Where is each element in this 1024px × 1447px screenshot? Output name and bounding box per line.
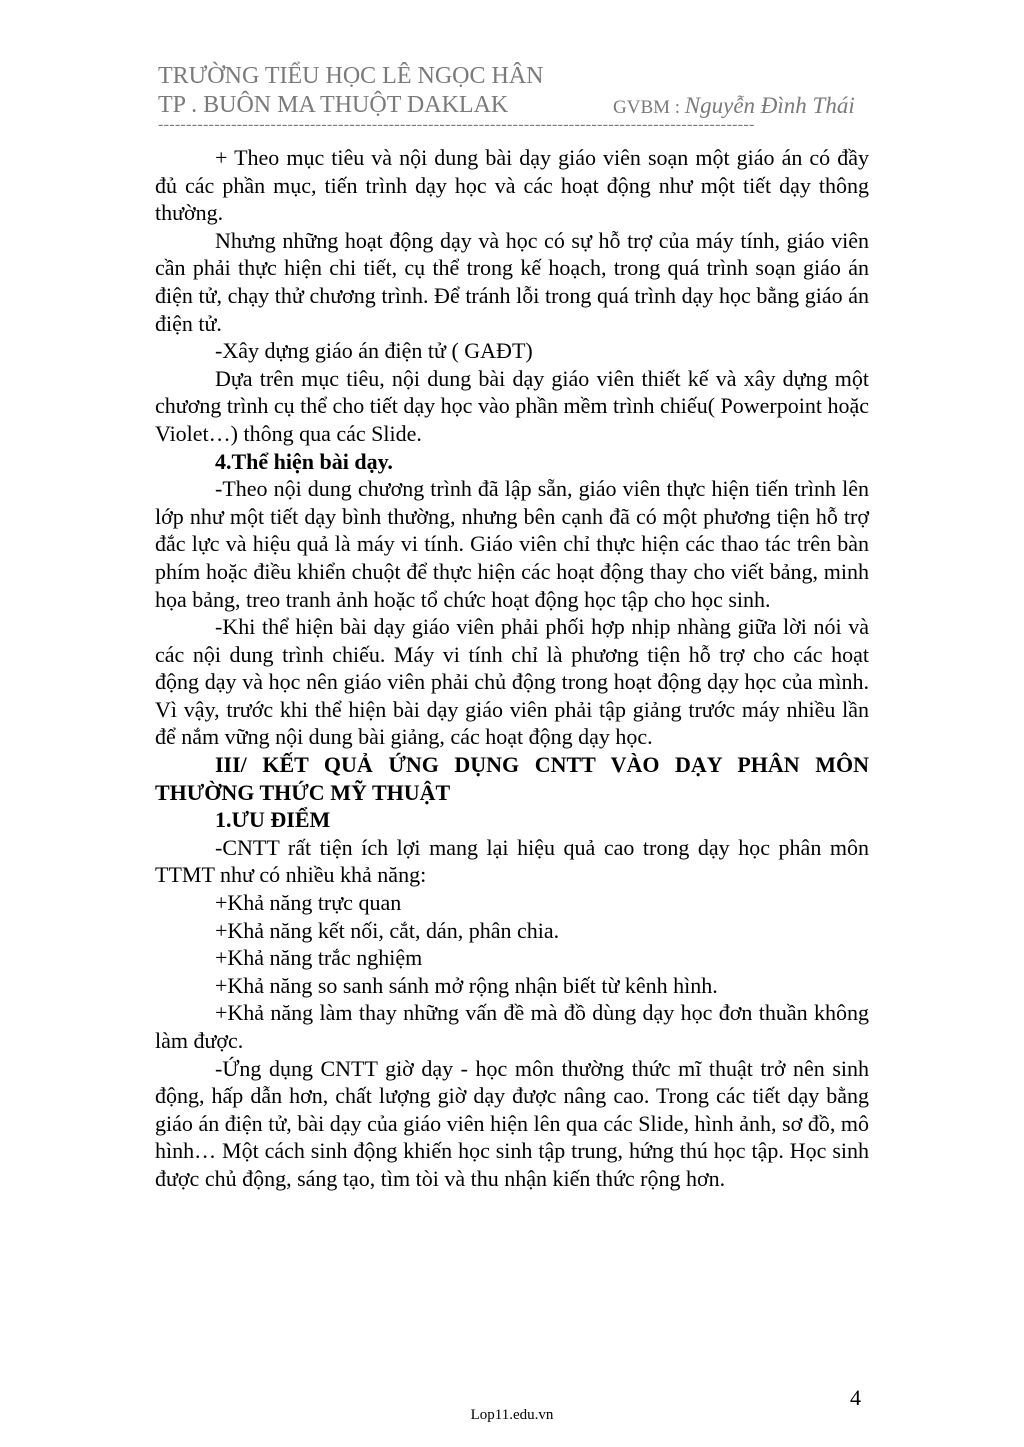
teacher-label: GVBM : bbox=[613, 97, 681, 118]
city-text: TP . BUÔN MA THUỘT DAKLAK bbox=[158, 92, 509, 118]
list-item: +Khả năng trực quan bbox=[215, 890, 402, 916]
paragraph: + Theo mục tiêu và nội dung bài dạy giáo viên soạn một giáo án có đầy đủ các phần mục, tiến trình dạy học và các hoạt động như một tiết dạy thông thường. bbox=[155, 145, 869, 226]
section-heading bbox=[155, 751, 869, 806]
heading-text: III/ KẾT QUẢ ỨNG DỤNG CNTT VÀO DẠY PHÂN MÔN THƯỜNG THỨC MỸ THUẬT bbox=[155, 752, 869, 805]
paragraph: -Xây dựng giáo án điện tử ( GAĐT) bbox=[215, 338, 533, 364]
paragraph: -Khi thể hiện bài dạy giáo viên phải phối hợp nhịp nhàng giữa lời nói và các nội dung trình chiếu. Máy vi tính chỉ là phương tiện hỗ trợ cho các hoạt động dạy và học nên giáo viên phải chủ động trong hoạt động dạy học của mình. Vì vậy, trước khi thể hiện bài dạy giáo viên phải tập giảng trước máy nhiều lần để nắm vững nội dung bài giảng, các hoạt động dạy học. bbox=[155, 614, 869, 750]
school-name: TRƯỜNG TIỂU HỌC LÊ NGỌC HÂN bbox=[158, 63, 544, 89]
list-item: +Khả năng làm thay những vấn đề mà đồ dùng dạy học đơn thuần không làm được. bbox=[155, 1000, 869, 1053]
subsection-heading bbox=[155, 806, 869, 834]
paragraph: Nhưng những hoạt động dạy và học có sự hỗ trợ của máy tính, giáo viên cần phải thực hiện chi tiết, cụ thể trong kế hoạch, trong quá trình soạn giáo án điện tử, chạy thử chương trình. Để tránh lỗi trong quá trình dạy học bằng giáo án điện tử. bbox=[155, 227, 869, 336]
list-item: +Khả năng so sanh sánh mở rộng nhận biết từ kênh hình. bbox=[215, 972, 718, 998]
list-item: +Khả năng kết nối, cắt, dán, phân chia. bbox=[215, 917, 560, 943]
page-number: 4 bbox=[850, 1385, 861, 1410]
paragraph: -Theo nội dung chương trình đã lập sẵn, giáo viên thực hiện tiến trình lên lớp như một tiết dạy bình thường, nhưng bên cạnh đã có một phương tiện hỗ trợ đắc lực và hiệu quả là máy vi tính. Giáo viên chỉ thực hiện các thao tác trên bàn phím hoặc điều khiển chuột để thực hiện các hoạt động thay cho viết bảng, minh họa bảng, treo tranh ảnh hoặc tổ chức hoạt động học tập cho học sinh. bbox=[155, 476, 869, 612]
list-item: +Khả năng trắc nghiệm bbox=[215, 945, 423, 971]
paragraph: -CNTT rất tiện ích lợi mang lại hiệu quả cao trong dạy học phân môn TTMT như có nhiều khả năng: bbox=[155, 834, 869, 888]
section-heading bbox=[155, 448, 869, 476]
header-divider: ---------------------------------------------------------------------------------------------------------- bbox=[158, 118, 755, 132]
document-body bbox=[155, 144, 869, 1193]
teacher-name: Nguyễn Đình Thái bbox=[684, 93, 855, 118]
school-location bbox=[158, 91, 870, 120]
heading-text: 4.Thể hiện bài dạy. bbox=[215, 448, 393, 474]
heading-text: 1.ƯU ĐIỂM bbox=[215, 807, 331, 833]
paragraph: -Ứng dụng CNTT giờ dạy - học môn thường thức mĩ thuật trở nên sinh động, hấp dẫn hơn, chất lượng giờ dạy được nâng cao. Trong các tiết dạy bằng giáo án điện tử, bài dạy của giáo viên hiện lên qua các Slide, hình ảnh, sơ đồ, mô hình… Một cách sinh động khiến học sinh tập trung, hứng thú học tập. Học sinh được chủ động, sáng tạo, tìm tòi và thu nhận kiến thức rộng hơn. bbox=[155, 1055, 869, 1191]
page-header bbox=[158, 62, 870, 120]
paragraph: Dựa trên mục tiêu, nội dung bài dạy giáo viên thiết kế và xây dựng một chương trình cụ thể cho tiết dạy học vào phần mềm trình chiếu( Powerpoint hoặc Violet…) thông qua các Slide. bbox=[155, 365, 869, 446]
footer-source: Lop11.edu.vn bbox=[470, 1407, 554, 1423]
